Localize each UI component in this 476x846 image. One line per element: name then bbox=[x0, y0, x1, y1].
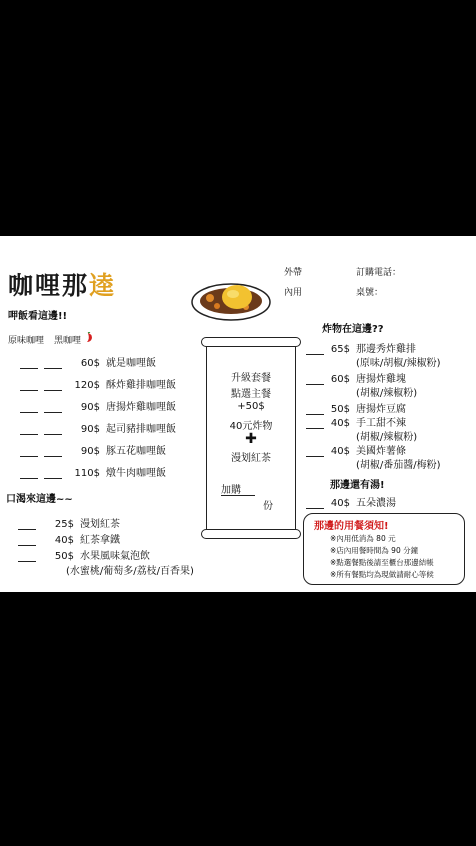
upgrade-line: 漫划紅茶 bbox=[231, 453, 271, 464]
dine-in-checkbox[interactable]: 內用 bbox=[284, 288, 303, 298]
upgrade-scroll bbox=[206, 342, 296, 534]
curry-item[interactable]: 60$ 就是咖哩飯 bbox=[20, 354, 156, 369]
drink-item[interactable]: 50$ 水果風味氣泡飲 bbox=[18, 547, 150, 562]
fried-item-options: (原味/胡椒/辣椒粉) bbox=[356, 358, 441, 369]
fried-item-options: (胡椒/辣椒粉) bbox=[356, 432, 418, 443]
curry-item[interactable]: 120$ 酥炸雞排咖哩飯 bbox=[20, 376, 176, 391]
curry-item[interactable]: 110$ 燉牛肉咖哩飯 bbox=[20, 464, 166, 479]
plus-icon: ✚ bbox=[245, 431, 257, 447]
upgrade-price: +50$ bbox=[237, 401, 265, 412]
original-curry-column: 原味咖哩 bbox=[8, 336, 45, 346]
soup-section-heading: 那邊還有湯! bbox=[330, 480, 385, 491]
fried-item[interactable]: 40$ 手工甜不辣 bbox=[306, 414, 406, 429]
portion-label: 份 bbox=[263, 501, 273, 512]
notice-item: ※點選餐點後請至櫃台那邊結帳 bbox=[330, 558, 434, 567]
add-on-quantity-blank[interactable] bbox=[221, 495, 255, 496]
fried-item-options: (胡椒/辣椒粉) bbox=[356, 388, 418, 399]
upgrade-line: 升級套餐 bbox=[231, 373, 271, 384]
upgrade-line: 點選主餐 bbox=[231, 389, 271, 400]
notice-item: ※內用低消為 80 元 bbox=[330, 534, 396, 543]
fried-item[interactable]: 50$ 唐揚炸豆腐 bbox=[306, 400, 406, 415]
fried-item-options: (胡椒/番茄醬/梅粉) bbox=[356, 460, 441, 471]
drink-flavor-options: (水蜜桃/葡萄多/荔枝/百香果) bbox=[66, 566, 194, 577]
phone-label: 訂購電話： bbox=[356, 268, 402, 278]
black-curry-column: 黑咖哩 bbox=[54, 336, 82, 346]
upgrade-line: 40元炸物 bbox=[229, 421, 273, 432]
notice-item: ※所有餐點均為現做請耐心等候 bbox=[330, 570, 434, 579]
dining-notice-box bbox=[303, 513, 465, 585]
curry-bowl-image bbox=[190, 278, 272, 322]
curry-item[interactable]: 90$ 豚五花咖哩飯 bbox=[20, 442, 166, 457]
drink-item[interactable]: 40$ 紅茶拿鐵 bbox=[18, 531, 120, 546]
soup-item[interactable]: 40$ 五朵濃湯 bbox=[306, 494, 396, 509]
drink-item[interactable]: 25$ 漫划紅茶 bbox=[18, 515, 120, 530]
fried-section-heading: 炸物在這邊?? bbox=[322, 324, 384, 335]
chili-icon bbox=[86, 332, 94, 343]
curry-item[interactable]: 90$ 唐揚炸雞咖哩飯 bbox=[20, 398, 176, 413]
fried-item[interactable]: 65$ 那邊秀炸雞排 bbox=[306, 340, 416, 355]
fried-item[interactable]: 40$ 美國炸薯條 bbox=[306, 442, 406, 457]
add-on-label: 加購 bbox=[221, 485, 241, 496]
drinks-section-heading: 口渴來這邊~~ bbox=[6, 494, 73, 505]
curry-section-heading: 呷飯看這邊!! bbox=[8, 311, 68, 322]
curry-item[interactable]: 90$ 起司豬排咖哩飯 bbox=[20, 420, 176, 435]
menu-sheet bbox=[0, 236, 476, 592]
fried-item[interactable]: 60$ 唐揚炸雞塊 bbox=[306, 370, 406, 385]
menu-title: 咖哩那逵 bbox=[8, 271, 117, 300]
notice-title: 那邊的用餐須知! bbox=[314, 521, 389, 532]
takeout-checkbox[interactable]: 外帶 bbox=[284, 268, 303, 278]
notice-item: ※店內用餐時間為 90 分鐘 bbox=[330, 546, 419, 555]
table-label: 桌號： bbox=[356, 288, 384, 298]
